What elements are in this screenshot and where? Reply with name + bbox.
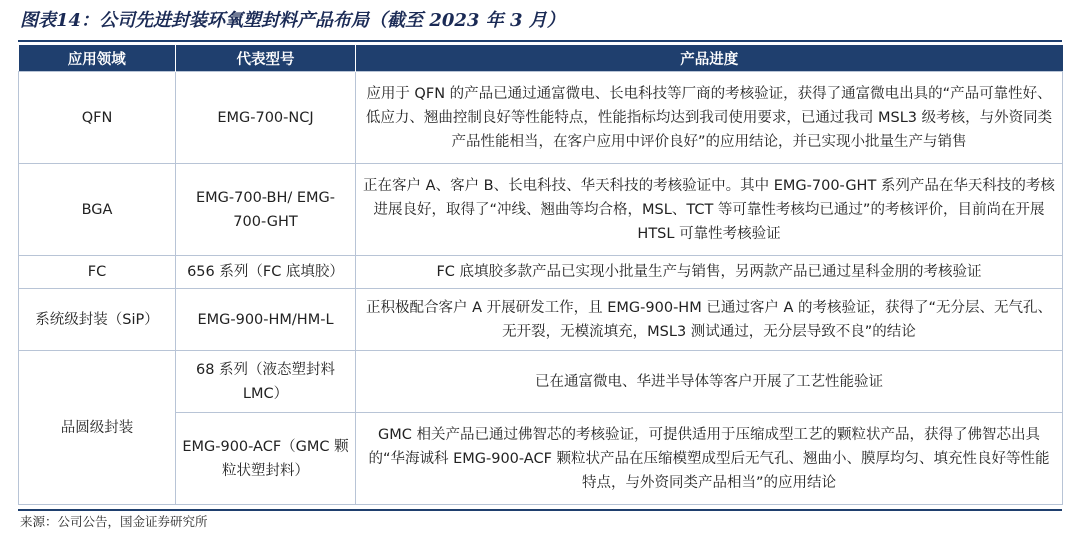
table-row: [19, 72, 1063, 164]
cell-model: EMG-700-NCJ: [176, 72, 356, 164]
source-note: 来源：公司公告，国金证券研究所: [20, 514, 208, 529]
figure-title: 图表14：公司先进封装环氧塑封料产品布局（截至 2023 年 3 月）: [20, 10, 565, 31]
cell-progress: 正积极配合客户 A 开展研发工作，且 EMG-900-HM 已通过客户 A 的考核验证，获得了“无分层、无气孔、无开裂，无模流填充，MSL3 测试通过，无分层导致不良”的结论: [356, 289, 1063, 351]
header-application-area: 应用领域: [19, 45, 176, 72]
table-row: [19, 289, 1063, 351]
cell-area: FC: [19, 256, 176, 289]
cell-model: EMG-700-BH/ EMG-700-GHT: [176, 164, 356, 256]
table-row: [19, 256, 1063, 289]
cell-area: 系统级封装（SiP）: [19, 289, 176, 351]
cell-area: BGA: [19, 164, 176, 256]
cell-progress: 已在通富微电、华进半导体等客户开展了工艺性能验证: [356, 351, 1063, 413]
footer-rule: [18, 509, 1062, 511]
cell-progress: 应用于 QFN 的产品已通过通富微电、长电科技等厂商的考核验证，获得了通富微电出具的“产品可靠性好、低应力、翘曲控制良好等性能特点，性能指标均达到我司使用要求，已通过我司 MSL3 级考核，与外资同类产品性能相当，在客户应用中评价良好”的应用结论，并已实现小批量生产与销售: [356, 72, 1063, 164]
header-progress: 产品进度: [356, 45, 1063, 72]
table-header-row: [19, 45, 1063, 72]
cell-progress: 正在客户 A、客户 B、长电科技、华天科技的考核验证中。其中 EMG-700-GHT 系列产品在华天科技的考核进展良好，取得了“冲线、翘曲等均合格，MSL、TCT 等可靠性考核均已通过”的考核评价，目前尚在开展 HTSL 可靠性考核验证: [356, 164, 1063, 256]
cell-progress: FC 底填胶多款产品已实现小批量生产与销售，另两款产品已通过星科金朋的考核验证: [356, 256, 1063, 289]
header-model: 代表型号: [176, 45, 356, 72]
table-row: [19, 413, 1063, 505]
cell-model: 68 系列（液态塑封料 LMC）: [176, 351, 356, 413]
cell-progress: GMC 相关产品已通过佛智芯的考核验证，可提供适用于压缩成型工艺的颗粒状产品，获得了佛智芯出具的“华海诚科 EMG-900-ACF 颗粒状产品在压缩模塑成型后无气孔、翘曲小、膜厚均匀、填充性良好等性能特点，与外资同类产品相当”的应用结论: [356, 413, 1063, 505]
cell-area: 品圆级封装: [19, 351, 176, 505]
cell-model: 656 系列（FC 底填胶）: [176, 256, 356, 289]
product-layout-table: [18, 45, 1063, 505]
table-row: [19, 351, 1063, 413]
title-rule: [18, 40, 1062, 42]
cell-area: QFN: [19, 72, 176, 164]
cell-model: EMG-900-ACF（GMC 颗粒状塑封料）: [176, 413, 356, 505]
cell-model: EMG-900-HM/HM-L: [176, 289, 356, 351]
table-row: [19, 164, 1063, 256]
